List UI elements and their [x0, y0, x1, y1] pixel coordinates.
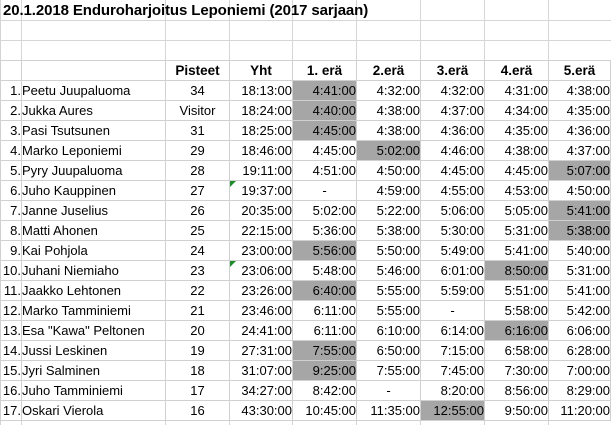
points-cell[interactable]: Visitor — [166, 101, 230, 121]
total-time-cell[interactable]: 31:07:00 — [230, 361, 293, 381]
table-row — [1, 261, 611, 281]
lap3-time-cell[interactable]: 5:49:00 — [421, 241, 485, 261]
lap1-time-cell[interactable]: 5:48:00 — [293, 261, 357, 281]
row-number-cell[interactable]: 6. — [1, 181, 22, 201]
lap5-time-cell[interactable]: 4:35:00 — [549, 101, 611, 121]
row-number-cell[interactable]: 3. — [1, 121, 22, 141]
lap3-time-cell[interactable]: 5:06:00 — [421, 201, 485, 221]
lap5-time-cell[interactable]: 11:20:00 — [549, 401, 611, 421]
lap4-time-cell[interactable]: 4:45:00 — [485, 161, 549, 181]
table-row — [1, 221, 611, 241]
lap5-time-cell[interactable]: 5:38:00 — [549, 221, 611, 241]
lap5-time-cell[interactable]: 4:37:00 — [549, 141, 611, 161]
lap3-time-cell[interactable]: 6:01:00 — [421, 261, 485, 281]
lap2-time-cell[interactable]: 6:10:00 — [357, 321, 421, 341]
row-number-cell[interactable]: 4. — [1, 141, 22, 161]
header-lap4[interactable]: 4.erä — [485, 61, 549, 81]
points-cell[interactable]: 23 — [166, 261, 230, 281]
header-total[interactable]: Yht — [230, 61, 293, 81]
rider-name-cell[interactable]: Peetu Juupaluoma — [22, 81, 166, 101]
lap3-time-cell[interactable]: 8:20:00 — [421, 381, 485, 401]
total-time-cell[interactable]: 23:46:00 — [230, 301, 293, 321]
lap2-time-cell[interactable]: 5:55:00 — [357, 301, 421, 321]
lap1-time-cell[interactable]: 10:45:00 — [293, 401, 357, 421]
lap1-time-cell[interactable]: - — [293, 181, 357, 201]
table-row — [1, 181, 611, 201]
rider-name-cell[interactable]: Juhani Niemiaho — [22, 261, 166, 281]
total-time-cell[interactable]: 18:24:00 — [230, 101, 293, 121]
lap1-time-cell[interactable]: 6:11:00 — [293, 321, 357, 341]
row-number-cell[interactable]: 7. — [1, 201, 22, 221]
total-time-cell[interactable]: 34:27:00 — [230, 381, 293, 401]
header-row — [1, 61, 611, 81]
lap3-time-cell[interactable]: 4:37:00 — [421, 101, 485, 121]
rider-name-cell[interactable]: Janne Juselius — [22, 201, 166, 221]
lap2-time-cell[interactable]: 4:38:00 — [357, 101, 421, 121]
lap2-time-cell[interactable]: 5:38:00 — [357, 221, 421, 241]
sheet-title[interactable]: 20.1.2018 Enduroharjoitus Leponiemi (2017 sarjaan) — [3, 2, 369, 19]
lap1-time-cell[interactable]: 9:25:00 — [293, 361, 357, 381]
total-time-cell[interactable]: 20:35:00 — [230, 201, 293, 221]
lap5-time-cell[interactable]: 5:41:00 — [549, 281, 611, 301]
row-number-cell[interactable]: 2. — [1, 101, 22, 121]
lap3-time-cell[interactable]: 12:55:00 — [421, 401, 485, 421]
lap2-time-cell[interactable]: 4:50:00 — [357, 161, 421, 181]
table-row — [1, 321, 611, 341]
rider-name-cell[interactable]: Jussi Leskinen — [22, 341, 166, 361]
points-cell[interactable]: 21 — [166, 301, 230, 321]
lap4-time-cell[interactable]: 4:31:00 — [485, 81, 549, 101]
table-row — [1, 201, 611, 221]
lap5-time-cell[interactable]: 5:41:00 — [549, 201, 611, 221]
points-cell[interactable]: 29 — [166, 141, 230, 161]
points-cell[interactable]: 17 — [166, 381, 230, 401]
lap2-time-cell[interactable]: 5:22:00 — [357, 201, 421, 221]
points-cell[interactable]: 34 — [166, 81, 230, 101]
table-row — [1, 341, 611, 361]
rider-name-cell[interactable]: Jyri Salminen — [22, 361, 166, 381]
header-lap5[interactable]: 5.erä — [549, 61, 611, 81]
lap2-time-cell[interactable]: 5:46:00 — [357, 261, 421, 281]
lap1-time-cell[interactable]: 5:02:00 — [293, 201, 357, 221]
rider-name-cell[interactable]: Juho Kauppinen — [22, 181, 166, 201]
row-number-cell[interactable]: 11. — [1, 281, 22, 301]
total-time-cell[interactable]: 24:41:00 — [230, 321, 293, 341]
lap5-time-cell[interactable]: 4:36:00 — [549, 121, 611, 141]
row-number-cell[interactable]: 15. — [1, 361, 22, 381]
lap1-time-cell[interactable]: 4:41:00 — [293, 81, 357, 101]
lap3-time-cell[interactable]: 6:14:00 — [421, 321, 485, 341]
table-row — [1, 81, 611, 101]
header-cell-empty[interactable] — [1, 61, 22, 81]
lap5-time-cell[interactable]: 6:06:00 — [549, 321, 611, 341]
table-body — [1, 81, 611, 421]
table-row — [1, 361, 611, 381]
lap5-time-cell[interactable]: 4:50:00 — [549, 181, 611, 201]
rider-name-cell[interactable]: Jaakko Lehtonen — [22, 281, 166, 301]
lap4-time-cell[interactable]: 5:31:00 — [485, 221, 549, 241]
row-number-cell[interactable]: 13. — [1, 321, 22, 341]
header-lap3[interactable]: 3.erä — [421, 61, 485, 81]
rider-name-cell[interactable]: Juho Tamminiemi — [22, 381, 166, 401]
rider-name-cell[interactable]: Pyry Juupaluoma — [22, 161, 166, 181]
lap2-time-cell[interactable]: 6:50:00 — [357, 341, 421, 361]
rider-name-cell[interactable]: Kai Pohjola — [22, 241, 166, 261]
row-number-cell[interactable]: 8. — [1, 221, 22, 241]
lap4-time-cell[interactable]: 4:35:00 — [485, 121, 549, 141]
lap1-time-cell[interactable]: 4:45:00 — [293, 121, 357, 141]
lap3-time-cell[interactable]: 5:30:00 — [421, 221, 485, 241]
table-row — [1, 141, 611, 161]
points-cell[interactable]: 26 — [166, 201, 230, 221]
table-row — [1, 381, 611, 401]
lap3-time-cell[interactable]: 7:15:00 — [421, 341, 485, 361]
lap5-time-cell[interactable]: 5:07:00 — [549, 161, 611, 181]
table-row — [1, 241, 611, 261]
points-cell[interactable]: 22 — [166, 281, 230, 301]
lap2-time-cell[interactable]: 7:55:00 — [357, 361, 421, 381]
row-number-cell[interactable]: 14. — [1, 341, 22, 361]
lap4-time-cell[interactable]: 5:58:00 — [485, 301, 549, 321]
lap3-time-cell[interactable]: 4:45:00 — [421, 161, 485, 181]
lap1-time-cell[interactable]: 7:55:00 — [293, 341, 357, 361]
lap2-time-cell[interactable]: - — [357, 381, 421, 401]
lap2-time-cell[interactable]: 11:35:00 — [357, 401, 421, 421]
header-cell-empty[interactable] — [22, 61, 166, 81]
lap4-time-cell[interactable]: 8:56:00 — [485, 381, 549, 401]
table-row — [1, 281, 611, 301]
points-cell[interactable]: 20 — [166, 321, 230, 341]
total-time-cell[interactable]: 27:31:00 — [230, 341, 293, 361]
lap2-time-cell[interactable]: 5:50:00 — [357, 241, 421, 261]
lap3-time-cell[interactable]: 4:32:00 — [421, 81, 485, 101]
lap4-time-cell[interactable]: 6:58:00 — [485, 341, 549, 361]
lap4-time-cell[interactable]: 5:41:00 — [485, 241, 549, 261]
lap2-time-cell[interactable]: 4:59:00 — [357, 181, 421, 201]
header-lap2[interactable]: 2.erä — [357, 61, 421, 81]
lap1-time-cell[interactable]: 8:42:00 — [293, 381, 357, 401]
rider-name-cell[interactable]: Oskari Vierola — [22, 401, 166, 421]
rider-name-cell[interactable]: Marko Tamminiemi — [22, 301, 166, 321]
grid-line — [0, 40, 611, 41]
lap4-time-cell[interactable]: 7:30:00 — [485, 361, 549, 381]
lap4-time-cell[interactable]: 4:38:00 — [485, 141, 549, 161]
lap5-time-cell[interactable]: 5:31:00 — [549, 261, 611, 281]
row-number-cell[interactable]: 10. — [1, 261, 22, 281]
lap2-time-cell[interactable]: 5:02:00 — [357, 141, 421, 161]
points-cell[interactable]: 24 — [166, 241, 230, 261]
lap4-time-cell[interactable]: 6:16:00 — [485, 321, 549, 341]
lap1-time-cell[interactable]: 6:40:00 — [293, 281, 357, 301]
row-number-cell[interactable]: 12. — [1, 301, 22, 321]
points-cell[interactable]: 31 — [166, 121, 230, 141]
total-time-cell[interactable]: 22:15:00 — [230, 221, 293, 241]
lap1-time-cell[interactable]: 4:40:00 — [293, 101, 357, 121]
points-cell[interactable]: 28 — [166, 161, 230, 181]
total-time-cell[interactable]: 18:46:00 — [230, 141, 293, 161]
lap4-time-cell[interactable]: 4:53:00 — [485, 181, 549, 201]
total-time-cell[interactable]: 19:11:00 — [230, 161, 293, 181]
lap5-time-cell[interactable]: 7:00:00 — [549, 361, 611, 381]
table-row — [1, 101, 611, 121]
header-points[interactable]: Pisteet — [166, 61, 230, 81]
lap1-time-cell[interactable]: 6:11:00 — [293, 301, 357, 321]
grid-line — [0, 20, 611, 21]
results-table — [0, 60, 611, 421]
lap2-time-cell[interactable]: 4:38:00 — [357, 121, 421, 141]
row-number-cell[interactable]: 16. — [1, 381, 22, 401]
header-lap1[interactable]: 1. erä — [293, 61, 357, 81]
lap1-time-cell[interactable]: 5:56:00 — [293, 241, 357, 261]
rider-name-cell[interactable]: Jukka Aures — [22, 101, 166, 121]
lap1-time-cell[interactable]: 5:36:00 — [293, 221, 357, 241]
table-row — [1, 121, 611, 141]
points-cell[interactable]: 18 — [166, 361, 230, 381]
table-row — [1, 401, 611, 421]
lap4-time-cell[interactable]: 9:50:00 — [485, 401, 549, 421]
lap3-time-cell[interactable]: 5:59:00 — [421, 281, 485, 301]
rider-name-cell[interactable]: Pasi Tsutsunen — [22, 121, 166, 141]
lap4-time-cell[interactable]: 4:34:00 — [485, 101, 549, 121]
points-cell[interactable]: 16 — [166, 401, 230, 421]
lap3-time-cell[interactable]: 4:36:00 — [421, 121, 485, 141]
lap5-time-cell[interactable]: 4:38:00 — [549, 81, 611, 101]
lap5-time-cell[interactable]: 8:29:00 — [549, 381, 611, 401]
lap3-time-cell[interactable]: 4:46:00 — [421, 141, 485, 161]
lap4-time-cell[interactable]: 8:50:00 — [485, 261, 549, 281]
total-time-cell[interactable]: 23:06:00 — [230, 261, 293, 281]
row-number-cell[interactable]: 1. — [1, 81, 22, 101]
row-number-cell[interactable]: 9. — [1, 241, 22, 261]
lap4-time-cell[interactable]: 5:05:00 — [485, 201, 549, 221]
lap2-time-cell[interactable]: 4:32:00 — [357, 81, 421, 101]
row-number-cell[interactable]: 17. — [1, 401, 22, 421]
row-number-cell[interactable]: 5. — [1, 161, 22, 181]
lap3-time-cell[interactable]: - — [421, 301, 485, 321]
total-time-cell[interactable]: 43:30:00 — [230, 401, 293, 421]
lap5-time-cell[interactable]: 6:28:00 — [549, 341, 611, 361]
lap2-time-cell[interactable]: 5:55:00 — [357, 281, 421, 301]
total-time-cell[interactable]: 18:13:00 — [230, 81, 293, 101]
lap1-time-cell[interactable]: 4:45:00 — [293, 141, 357, 161]
lap3-time-cell[interactable]: 4:55:00 — [421, 181, 485, 201]
lap1-time-cell[interactable]: 4:51:00 — [293, 161, 357, 181]
table-row — [1, 301, 611, 321]
total-time-cell[interactable]: 19:37:00 — [230, 181, 293, 201]
lap5-time-cell[interactable]: 5:42:00 — [549, 301, 611, 321]
points-cell[interactable]: 27 — [166, 181, 230, 201]
lap4-time-cell[interactable]: 5:51:00 — [485, 281, 549, 301]
rider-name-cell[interactable]: Marko Leponiemi — [22, 141, 166, 161]
lap5-time-cell[interactable]: 5:40:00 — [549, 241, 611, 261]
rider-name-cell[interactable]: Esa "Kawa" Peltonen — [22, 321, 166, 341]
total-time-cell[interactable]: 18:25:00 — [230, 121, 293, 141]
lap3-time-cell[interactable]: 7:45:00 — [421, 361, 485, 381]
rider-name-cell[interactable]: Matti Ahonen — [22, 221, 166, 241]
total-time-cell[interactable]: 23:00:00 — [230, 241, 293, 261]
points-cell[interactable]: 19 — [166, 341, 230, 361]
points-cell[interactable]: 25 — [166, 221, 230, 241]
table-row — [1, 161, 611, 181]
total-time-cell[interactable]: 23:26:00 — [230, 281, 293, 301]
